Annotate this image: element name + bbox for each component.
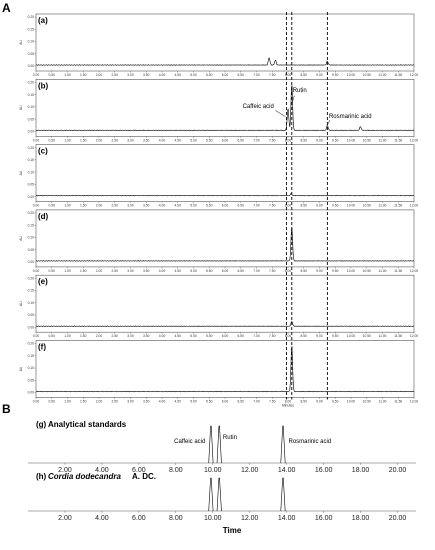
- y-tick-label: 0.05: [27, 117, 34, 122]
- x-tick-label: 2.00: [95, 203, 103, 208]
- x-tick-label: 1.50: [80, 203, 87, 208]
- x-tick-label: 2.00: [95, 73, 103, 77]
- x-tick-label: 3.00: [127, 138, 134, 143]
- x-tick-label: 20.00: [388, 467, 407, 474]
- peak: [209, 426, 213, 463]
- x-axis-title: Minutes: [281, 403, 295, 408]
- x-tick-label: 3.50: [143, 399, 150, 404]
- panel-tag: (c): [38, 146, 48, 156]
- x-tick-label: 4.00: [158, 334, 166, 339]
- y-axis-label: AU: [19, 236, 23, 241]
- x-tick-label: 8.00: [284, 268, 292, 273]
- x-tick-label: 7.50: [269, 268, 276, 273]
- chromatogram-trace: [36, 228, 414, 262]
- x-tick-label: 1.50: [80, 268, 87, 273]
- x-tick-label: 0.00: [32, 334, 40, 339]
- x-tick-label: 4.00: [158, 138, 166, 143]
- x-tick-label: 6.50: [237, 138, 244, 143]
- y-axis-label: AU: [19, 105, 23, 111]
- x-tick-label: 2.00: [95, 138, 103, 143]
- x-tick-label: 6.00: [221, 138, 229, 143]
- x-tick-label: 10.00: [346, 334, 356, 339]
- chromatogram-trace: [36, 322, 414, 327]
- x-tick-label: 18.00: [351, 515, 370, 522]
- x-tick-label: 8.50: [300, 73, 307, 77]
- x-tick-label: 2.00: [58, 515, 72, 522]
- x-tick-label: 7.50: [269, 138, 276, 143]
- x-tick-label: 7.00: [253, 268, 260, 273]
- x-tick-label: 3.50: [143, 334, 150, 339]
- chromatogram-c: [19, 145, 418, 208]
- y-tick-label: 0.15: [27, 27, 34, 32]
- x-tick-label: 4.00: [158, 73, 166, 77]
- x-tick-label: 7.50: [269, 203, 276, 208]
- chromatogram-b: [19, 79, 418, 142]
- x-tick-label: 5.50: [206, 268, 213, 273]
- x-tick-label: 11.00: [378, 73, 387, 77]
- chromatogram-e: [19, 275, 418, 338]
- x-tick-label: 2.00: [58, 467, 72, 474]
- x-tick-label: 8.00: [168, 467, 183, 474]
- x-tick-label: 2.50: [111, 203, 118, 208]
- x-tick-label: 10.50: [362, 334, 371, 339]
- x-tick-label: 6.50: [237, 268, 244, 273]
- x-tick-label: 10.50: [362, 399, 371, 404]
- y-tick-label: 0.10: [27, 235, 34, 240]
- y-axis-label: AU: [19, 366, 23, 372]
- x-tick-label: 4.00: [158, 203, 166, 208]
- x-tick-label: 12.00: [409, 334, 419, 339]
- peak-annotation: Rutin: [292, 88, 307, 95]
- x-tick-label: 10.00: [203, 515, 222, 522]
- x-tick-label: 7.00: [253, 138, 260, 143]
- x-tick-label: 12.00: [409, 203, 419, 208]
- x-tick-label: 11.00: [378, 268, 387, 273]
- chromatogram-trace: [36, 58, 414, 65]
- plot-frame: [36, 275, 414, 332]
- y-tick-label: 0.05: [27, 247, 34, 252]
- x-tick-label: 4.50: [174, 203, 181, 208]
- x-tick-label: 8.50: [300, 268, 307, 273]
- x-tick-label: 5.00: [190, 73, 197, 77]
- x-tick-label: 6.50: [237, 399, 244, 404]
- y-axis-label: AU: [19, 40, 23, 45]
- x-tick-label: 18.00: [351, 467, 370, 474]
- x-tick-label: 6.50: [237, 334, 244, 339]
- y-axis-label: AU: [19, 301, 23, 306]
- x-tick-label: 14.00: [277, 467, 296, 474]
- x-tick-label: 4.50: [174, 138, 181, 143]
- peak: [217, 478, 221, 511]
- x-tick-label: 1.50: [80, 399, 87, 404]
- y-tick-label: 0.10: [27, 39, 34, 44]
- chromatogram-f: [19, 341, 418, 408]
- x-tick-label: 3.50: [143, 138, 150, 143]
- x-tick-label: 5.00: [190, 334, 197, 339]
- x-tick-label: 5.50: [206, 334, 213, 339]
- x-tick-label: 4.00: [95, 467, 109, 474]
- x-tick-label: 1.00: [64, 138, 71, 143]
- peak-annotation: Rosmarinic acid: [288, 439, 332, 445]
- plot-frame: [36, 14, 414, 71]
- x-tick-label: 7.00: [253, 203, 260, 208]
- y-tick-label: 0.15: [27, 223, 34, 228]
- panel-b-letter: B: [2, 402, 11, 416]
- plot-frame: [36, 79, 414, 136]
- x-tick-label: 14.00: [277, 515, 296, 522]
- x-tick-label: 6.00: [221, 73, 229, 77]
- x-tick-label: 8.00: [284, 203, 292, 208]
- panel-tag: (f): [38, 342, 46, 352]
- x-tick-label: 9.50: [332, 399, 339, 404]
- x-tick-label: 11.50: [394, 399, 403, 404]
- plot-frame: [36, 210, 414, 267]
- x-tick-label: 1.00: [64, 268, 71, 273]
- plot-frame: [36, 341, 414, 398]
- x-tick-label: 9.50: [332, 73, 339, 77]
- x-tick-label: 3.00: [127, 73, 134, 77]
- x-tick-label: 6.00: [221, 399, 229, 404]
- panel-title-suffix: A. DC.: [132, 472, 156, 481]
- y-tick-label: 0.10: [27, 105, 34, 109]
- panel-a-letter: A: [2, 1, 11, 15]
- x-tick-label: 5.00: [190, 268, 197, 273]
- x-tick-label: 11.50: [394, 334, 403, 339]
- x-tick-label: 2.00: [95, 268, 103, 273]
- x-tick-label: 9.00: [316, 334, 323, 339]
- chromatogram-h: [28, 472, 416, 522]
- x-tick-label: 11.50: [394, 203, 403, 208]
- x-tick-label: 1.00: [64, 399, 71, 404]
- x-tick-label: 8.00: [284, 138, 292, 143]
- chromatogram-trace: [36, 85, 414, 131]
- x-tick-label: 12.00: [409, 138, 419, 143]
- x-tick-label: 8.00: [168, 515, 183, 522]
- y-tick-label: 0.00: [27, 390, 34, 395]
- x-tick-label: 7.50: [269, 399, 276, 404]
- x-tick-label: 5.50: [206, 138, 213, 143]
- x-tick-label: 2.50: [111, 138, 118, 143]
- x-tick-label: 0.50: [48, 203, 55, 208]
- x-tick-label: 4.50: [174, 268, 181, 273]
- x-tick-label: 8.50: [300, 203, 307, 208]
- panel-title: Analytical standards: [48, 420, 127, 429]
- x-tick-label: 2.50: [111, 399, 118, 404]
- x-tick-label: 6.00: [132, 467, 146, 474]
- panel-a-chromatograms: [19, 12, 418, 408]
- x-tick-label: 3.50: [143, 268, 150, 273]
- x-tick-label: 6.00: [221, 334, 229, 339]
- x-tick-label: 9.50: [332, 334, 339, 339]
- y-tick-label: 0.20: [27, 145, 34, 150]
- x-tick-label: 4.50: [174, 334, 181, 339]
- x-tick-label: 12.00: [240, 467, 259, 474]
- annotation-arrow: [328, 120, 330, 124]
- x-tick-label: 0.50: [48, 268, 55, 273]
- x-tick-label: 0.50: [48, 399, 55, 404]
- peak: [217, 426, 221, 463]
- peak-annotation: Caffeic acid: [174, 439, 206, 445]
- x-tick-label: 0.00: [32, 138, 40, 143]
- x-tick-label: 9.00: [316, 399, 323, 404]
- panel-tag: (a): [38, 16, 48, 25]
- y-tick-label: 0.20: [27, 15, 34, 20]
- chromatogram-d: [19, 210, 418, 273]
- x-tick-label: 5.50: [206, 203, 213, 208]
- peak: [281, 426, 285, 463]
- x-tick-label: 5.50: [206, 399, 213, 404]
- y-tick-label: 0.00: [27, 129, 34, 134]
- x-tick-label: 5.50: [206, 73, 213, 77]
- x-tick-label: 0.00: [32, 399, 40, 404]
- y-tick-label: 0.00: [27, 64, 34, 69]
- x-tick-label: 0.50: [48, 138, 55, 143]
- y-tick-label: 0.00: [27, 260, 34, 265]
- x-tick-label: 1.00: [64, 203, 71, 208]
- x-tick-label: 0.00: [32, 73, 40, 77]
- x-tick-label: 10.00: [346, 138, 356, 143]
- y-tick-label: 0.05: [27, 378, 34, 383]
- y-tick-label: 0.20: [27, 80, 34, 85]
- x-tick-label: 9.00: [316, 268, 323, 273]
- x-tick-label: 6.00: [221, 203, 229, 208]
- x-tick-label: 11.00: [378, 138, 387, 143]
- y-tick-label: 0.10: [27, 366, 34, 371]
- x-tick-label: 9.50: [332, 268, 339, 273]
- x-tick-label: 9.00: [316, 203, 323, 208]
- chromatogram-trace: [36, 193, 414, 196]
- x-tick-label: 10.00: [346, 399, 356, 404]
- x-tick-label: 1.50: [80, 73, 87, 77]
- x-tick-label: 2.00: [95, 399, 103, 404]
- x-tick-label: 2.50: [111, 334, 118, 339]
- x-tick-label: 4.50: [174, 73, 181, 77]
- x-tick-label: 11.50: [394, 268, 403, 273]
- x-tick-label: 7.00: [253, 334, 260, 339]
- x-tick-label: 7.00: [253, 399, 260, 404]
- y-tick-label: 0.20: [27, 276, 34, 281]
- x-tick-label: 11.00: [378, 399, 387, 404]
- y-tick-label: 0.15: [27, 92, 34, 97]
- x-tick-label: 10.50: [362, 138, 371, 143]
- x-tick-label: 3.00: [127, 268, 134, 273]
- y-tick-label: 0.15: [27, 288, 34, 293]
- y-tick-label: 0.00: [27, 325, 34, 330]
- x-tick-label: 10.00: [346, 268, 356, 273]
- panel-tag: (d): [38, 211, 49, 221]
- y-tick-label: 0.00: [27, 194, 34, 199]
- x-tick-label: 2.50: [111, 73, 118, 77]
- x-tick-label: 0.50: [48, 334, 55, 339]
- peak: [281, 478, 285, 511]
- panel-tag: (e): [38, 277, 48, 287]
- x-tick-label: 6.00: [221, 268, 229, 273]
- x-tick-label: 5.00: [190, 399, 197, 404]
- x-tick-label: 6.00: [132, 515, 146, 522]
- y-tick-label: 0.10: [27, 300, 34, 305]
- x-tick-label: 1.50: [80, 334, 87, 339]
- y-tick-label: 0.20: [27, 341, 34, 346]
- x-tick-label: 2.00: [95, 334, 103, 339]
- y-tick-label: 0.15: [27, 353, 34, 358]
- x-tick-label: 4.50: [174, 399, 181, 404]
- x-tick-label: 3.00: [127, 334, 134, 339]
- x-tick-label: 8.50: [300, 334, 307, 339]
- x-tick-label: 16.00: [314, 515, 333, 522]
- panel-title: Cordia dodecandra: [48, 472, 121, 481]
- y-tick-label: 0.15: [27, 158, 34, 163]
- y-tick-label: 0.05: [27, 313, 34, 318]
- x-tick-label: 20.00: [388, 515, 407, 522]
- peak-annotation: Rutin: [222, 435, 237, 441]
- x-tick-label: 16.00: [314, 467, 333, 474]
- x-tick-label: 10.00: [203, 467, 222, 474]
- chromatogram-a: [19, 14, 418, 77]
- x-tick-label: 11.50: [394, 138, 403, 143]
- peak: [209, 478, 213, 511]
- x-tick-label: 12.00: [409, 399, 419, 404]
- x-tick-label: 12.00: [240, 515, 259, 522]
- x-tick-label: 7.00: [253, 73, 260, 77]
- x-tick-label: 3.50: [143, 203, 150, 208]
- panel-tag: (g): [36, 420, 47, 429]
- x-tick-label: 10.00: [346, 73, 356, 77]
- annotation-arrow: [275, 110, 285, 116]
- peak-annotation: Caffeic acid: [242, 104, 274, 111]
- x-tick-label: 10.50: [362, 73, 371, 77]
- x-tick-label: 0.00: [32, 268, 40, 273]
- x-tick-label: 4.00: [158, 268, 166, 273]
- x-tick-label: 1.00: [64, 334, 71, 339]
- x-tick-label: 9.50: [332, 138, 339, 143]
- x-tick-label: 3.50: [143, 73, 150, 77]
- x-tick-label: 3.00: [127, 399, 134, 404]
- x-tick-label: 11.00: [378, 334, 387, 339]
- x-tick-label: 12.00: [409, 73, 419, 77]
- x-tick-label: 1.50: [80, 138, 87, 143]
- chromatogram-trace: [36, 346, 414, 392]
- x-tick-label: 9.50: [332, 203, 339, 208]
- x-tick-label: 7.50: [269, 334, 276, 339]
- x-tick-label: 5.00: [190, 203, 197, 208]
- x-tick-label: 4.00: [158, 399, 166, 404]
- x-tick-label: 3.00: [127, 203, 134, 208]
- x-axis-title: Time: [222, 526, 242, 535]
- panel-tag: (b): [38, 81, 49, 91]
- x-tick-label: 8.00: [284, 73, 292, 77]
- x-tick-label: 10.50: [362, 203, 371, 208]
- x-tick-label: 1.00: [64, 73, 71, 77]
- y-tick-label: 0.20: [27, 211, 34, 216]
- plot-frame: [36, 145, 414, 202]
- x-tick-label: 5.00: [190, 138, 197, 143]
- x-tick-label: 10.50: [362, 268, 371, 273]
- panel-tag: (h): [36, 472, 47, 481]
- x-tick-label: 7.50: [269, 73, 276, 77]
- peak-annotation: Rosmarinic acid: [328, 113, 372, 120]
- x-tick-label: 8.00: [284, 399, 292, 404]
- x-tick-label: 9.00: [316, 73, 323, 77]
- x-tick-label: 9.00: [316, 138, 323, 143]
- x-tick-label: 11.50: [394, 73, 403, 77]
- x-tick-label: 11.00: [378, 203, 387, 208]
- y-tick-label: 0.05: [27, 182, 34, 187]
- y-tick-label: 0.10: [27, 170, 34, 175]
- x-tick-label: 6.50: [237, 203, 244, 208]
- x-tick-label: 0.50: [48, 73, 55, 77]
- x-tick-label: 6.50: [237, 73, 244, 77]
- chromatogram-g: [28, 420, 416, 474]
- x-tick-label: 2.50: [111, 268, 118, 273]
- y-axis-label: AU: [19, 170, 23, 176]
- x-tick-label: 8.50: [300, 138, 307, 143]
- x-tick-label: 4.00: [95, 515, 109, 522]
- x-tick-label: 10.00: [346, 203, 356, 208]
- x-tick-label: 12.00: [409, 268, 419, 273]
- x-tick-label: 8.50: [300, 399, 307, 404]
- x-tick-label: 0.00: [32, 203, 40, 208]
- x-tick-label: 8.00: [284, 334, 292, 339]
- y-tick-label: 0.05: [27, 51, 34, 56]
- panel-b-chromatograms: [28, 420, 416, 535]
